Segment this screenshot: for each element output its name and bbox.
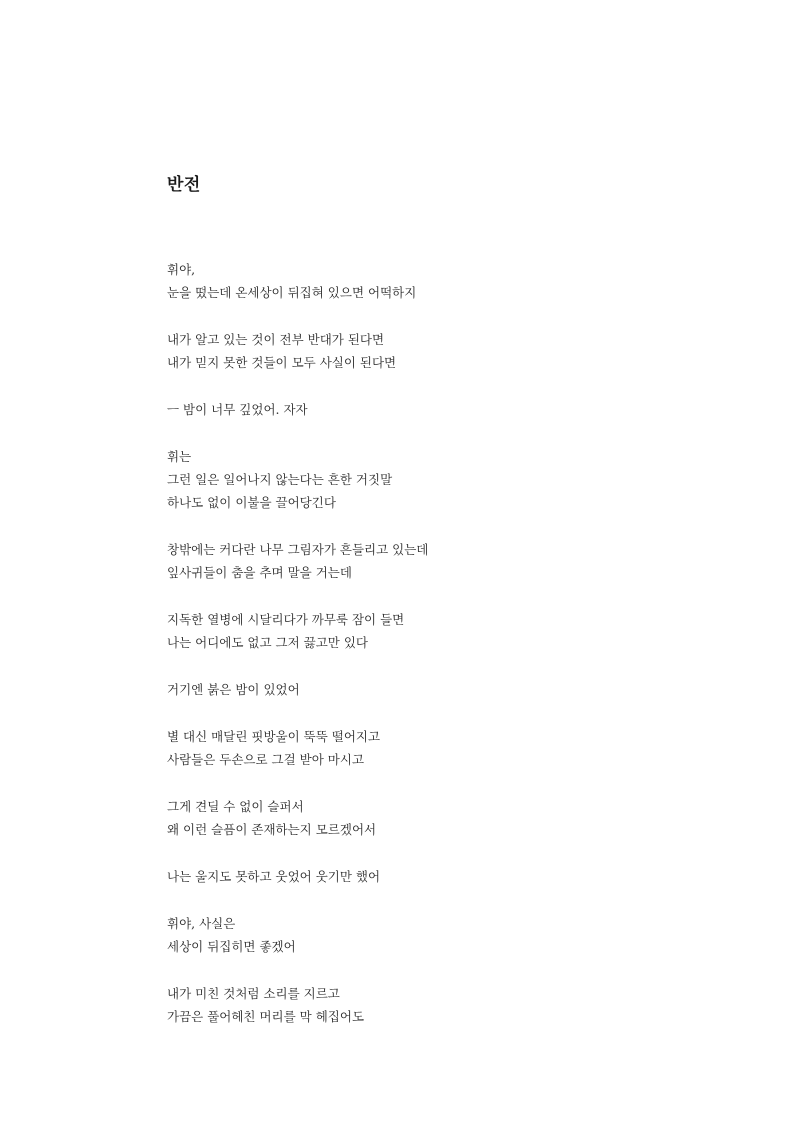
poem-title: 반전	[167, 175, 201, 195]
stanza-4	[167, 445, 687, 514]
poem-line: 세상이 뒤집히면 좋겠어	[167, 939, 296, 954]
stanza-3	[167, 398, 687, 421]
poem-body	[167, 258, 687, 1052]
stanza-11	[167, 912, 687, 958]
poem-line: 눈을 떴는데 온세상이 뒤집혀 있으면 어떡하지	[167, 285, 417, 300]
poem-line: 그게 견딜 수 없이 슬퍼서	[167, 799, 304, 814]
poem-line: 나는 울지도 못하고 웃었어 웃기만 했어	[167, 869, 381, 884]
stanza-10	[167, 865, 687, 888]
poem-line: 휘야, 사실은	[167, 916, 236, 931]
poem-line: 가끔은 풀어헤친 머리를 막 헤집어도	[167, 1009, 365, 1024]
stanza-5	[167, 538, 687, 584]
poem-line: 휘야,	[167, 262, 196, 277]
stanza-12	[167, 982, 687, 1028]
stanza-6	[167, 608, 687, 654]
poem-line: 하나도 없이 이불을 끌어당긴다	[167, 495, 336, 510]
stanza-9	[167, 795, 687, 841]
poem-line: 왜 이런 슬픔이 존재하는지 모르겠어서	[167, 822, 377, 837]
poem-line: 창밖에는 커다란 나무 그림자가 흔들리고 있는데	[167, 542, 429, 557]
poem-line: 별 대신 매달린 핏방울이 뚝뚝 떨어지고	[167, 729, 381, 744]
stanza-2	[167, 328, 687, 374]
poem-line: 내가 미친 것처럼 소리를 지르고	[167, 986, 340, 1001]
poem-line: 내가 믿지 못한 것들이 모두 사실이 된다면	[167, 355, 397, 370]
poem-line: 그런 일은 일어나지 않는다는 흔한 거짓말	[167, 472, 393, 487]
stanza-7	[167, 678, 687, 701]
poem-line: ㅡ 밤이 너무 깊었어. 자자	[167, 402, 308, 417]
poem-line: 나는 어디에도 없고 그저 끓고만 있다	[167, 635, 368, 650]
poem-line: 잎사귀들이 춤을 추며 말을 거는데	[167, 565, 352, 580]
poem-line: 거기엔 붉은 밤이 있었어	[167, 682, 300, 697]
poem-line: 지독한 열병에 시달리다가 까무룩 잠이 들면	[167, 612, 405, 627]
poem-line: 사람들은 두손으로 그걸 받아 마시고	[167, 752, 365, 767]
stanza-1	[167, 258, 687, 304]
poem-line: 내가 알고 있는 것이 전부 반대가 된다면	[167, 332, 385, 347]
stanza-8	[167, 725, 687, 771]
poem-line: 휘는	[167, 449, 192, 464]
